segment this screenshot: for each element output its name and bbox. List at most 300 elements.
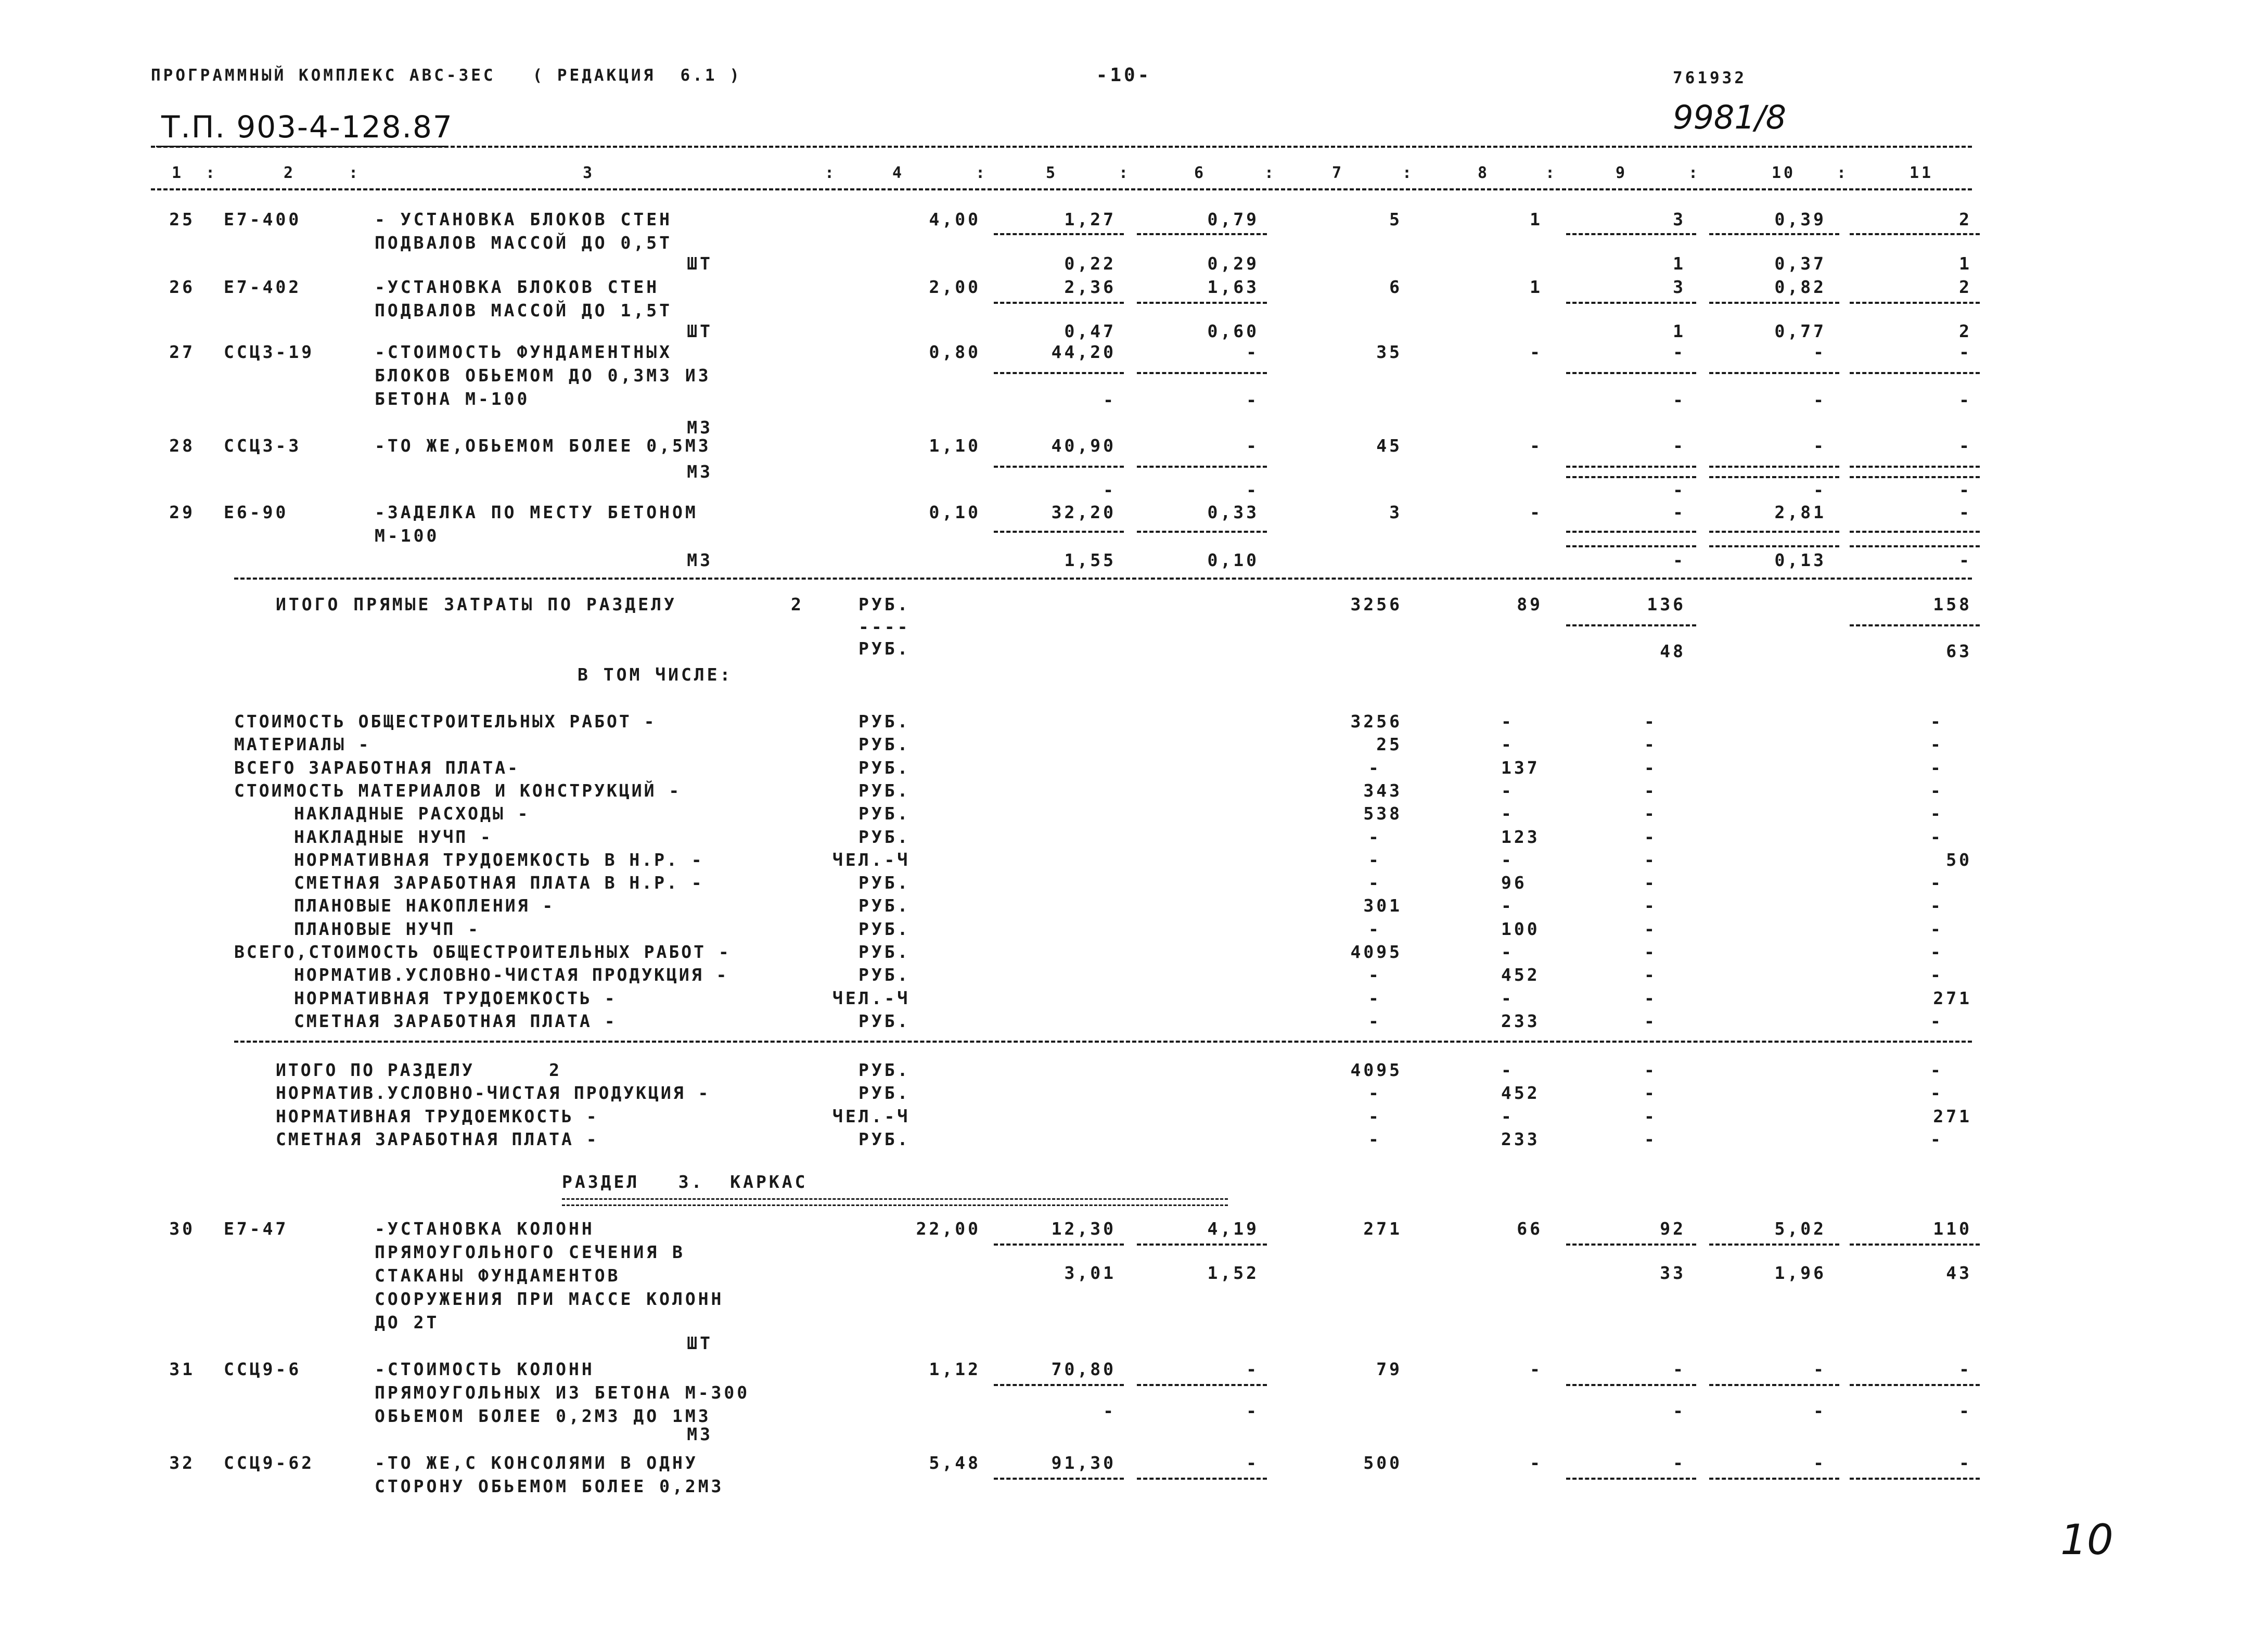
breakdown-unit: РУБ. — [858, 757, 911, 778]
breakdown-col9: - — [1644, 757, 1657, 778]
row-code: ССЦ9-6 — [224, 1359, 302, 1379]
breakdown-cost: - — [1368, 1010, 1381, 1031]
breakdown-cost: - — [1368, 988, 1381, 1008]
row-col9: - — [1673, 342, 1686, 362]
row-unit: ШТ — [687, 253, 713, 274]
row-description: -УСТАНОВКА КОЛОНН — [375, 1219, 595, 1239]
row-col10-b: 0,13 — [1774, 550, 1826, 570]
row-description: СООРУЖЕНИЯ ПРИ МАССЕ КОЛОНН — [375, 1289, 724, 1309]
row-number: 32 — [169, 1453, 195, 1473]
section-total-col9: - — [1644, 1106, 1657, 1126]
section-total-col11: - — [1930, 1129, 1943, 1149]
breakdown-col11: - — [1930, 895, 1943, 916]
total-direct-wages: 89 — [1517, 594, 1543, 614]
breakdown-label: СТОИМОСТЬ ОБЩЕСТРОИТЕЛЬНЫХ РАБОТ - — [234, 711, 657, 732]
breakdown-label: СМЕТНАЯ ЗАРАБОТНАЯ ПЛАТА - — [294, 1010, 617, 1031]
row-sub-rule-c10 — [1709, 466, 1839, 468]
breakdown-unit: РУБ. — [858, 1010, 911, 1031]
row-number: 30 — [169, 1219, 195, 1239]
row-sub-rule-c11 — [1850, 372, 1980, 374]
row-sub-rule-c6 — [1137, 531, 1267, 533]
breakdown-wages: 452 — [1501, 965, 1540, 985]
section-total-unit: РУБ. — [858, 1129, 911, 1149]
row-quantity: 5,48 — [929, 1453, 981, 1473]
row-sub-rule-c6 — [1137, 466, 1267, 468]
row-description: ПРЯМОУГОЛЬНОГО СЕЧЕНИЯ В — [375, 1242, 685, 1262]
row-machine-cost: 0,79 — [1207, 209, 1259, 229]
row-code: ССЦ9-62 — [224, 1453, 315, 1473]
row-sub-rule-c6 — [1137, 1478, 1267, 1480]
row-machine-wages: - — [1246, 1401, 1259, 1421]
row-unit-cost-wages: 1,55 — [1064, 550, 1116, 570]
inventory-number: 9981/8 — [1673, 98, 1787, 136]
breakdown-col11: - — [1930, 780, 1943, 801]
section-rule — [234, 1041, 1972, 1043]
row-col11-b: 43 — [1946, 1263, 1972, 1283]
row-col9: - — [1673, 435, 1686, 456]
row-machine-wages: 0,10 — [1207, 550, 1259, 570]
section-total-label: НОРМАТИВ.УСЛОВНО-ЧИСТАЯ ПРОДУКЦИЯ - — [276, 1083, 711, 1104]
row-sub-rule-c5 — [994, 233, 1124, 235]
row-sub-rule-c5 — [994, 1243, 1124, 1246]
row-machine-cost: 0,33 — [1207, 502, 1259, 522]
breakdown-label: ВСЕГО ЗАРАБОТНАЯ ПЛАТА- — [234, 757, 520, 778]
row-col11: 2 — [1959, 277, 1972, 297]
breakdown-col11: - — [1930, 711, 1943, 732]
column-header: : — [1119, 164, 1131, 182]
row-col11-b: - — [1959, 390, 1972, 410]
breakdown-unit: РУБ. — [858, 942, 911, 962]
breakdown-col9: - — [1644, 942, 1657, 962]
breakdown-col9: - — [1644, 895, 1657, 916]
breakdown-wages: 96 — [1501, 873, 1527, 893]
breakdown-label: НОРМАТИВНАЯ ТРУДОЕМКОСТЬ - — [294, 988, 617, 1008]
row-sub-rule-c6 — [1137, 1384, 1267, 1386]
row-col11-b: - — [1959, 550, 1972, 570]
breakdown-wages: - — [1501, 895, 1514, 916]
row-col9: 3 — [1673, 277, 1686, 297]
row-col10: - — [1813, 1359, 1826, 1379]
row-machine-wages: 0,60 — [1207, 321, 1259, 341]
row-sub-rule-c10 — [1709, 476, 1839, 478]
row-code: Е7-402 — [224, 277, 302, 297]
section-total-col9: - — [1644, 1129, 1657, 1149]
row-unit-cost: 12,30 — [1051, 1219, 1116, 1239]
row-unit: М3 — [687, 461, 713, 482]
row-sub-rule-c11 — [1850, 1243, 1980, 1246]
header-bottom-rule — [151, 188, 1972, 190]
column-header: : — [825, 164, 837, 182]
row-col9: - — [1673, 1453, 1686, 1473]
row-col11: - — [1959, 502, 1972, 522]
section-total-cost: 4095 — [1350, 1060, 1402, 1080]
total-direct-cost: 3256 — [1350, 594, 1402, 614]
breakdown-label: ПЛАНОВЫЕ НАКОПЛЕНИЯ - — [294, 895, 555, 916]
row-col10: 0,82 — [1774, 277, 1826, 297]
row-sub-rule-c10 — [1709, 531, 1839, 533]
breakdown-cost: - — [1368, 918, 1381, 939]
row-description: М-100 — [375, 525, 440, 546]
row-unit-cost: 1,27 — [1064, 209, 1116, 229]
row-description: ДО 2Т — [375, 1312, 440, 1332]
breakdown-col11: - — [1930, 734, 1943, 755]
row-unit: М3 — [687, 417, 713, 438]
breakdown-col11: - — [1930, 757, 1943, 778]
breakdown-wages: - — [1501, 988, 1514, 1008]
breakdown-unit: РУБ. — [858, 734, 911, 755]
row-description: - УСТАНОВКА БЛОКОВ СТЕН — [375, 209, 672, 229]
doc-code: 761932 — [1673, 69, 1747, 87]
breakdown-label: НАКЛАДНЫЕ НУЧП - — [294, 826, 493, 847]
column-header: 10 — [1772, 164, 1796, 182]
breakdown-wages: - — [1501, 849, 1514, 870]
row-machine-wages: - — [1246, 480, 1259, 500]
row-sub-rule-c10 — [1709, 372, 1839, 374]
row-sub-rule-c9 — [1566, 302, 1696, 304]
row-description: СТАКАНЫ ФУНДАМЕНТОВ — [375, 1265, 621, 1286]
column-header: : — [206, 164, 218, 182]
row-col9: 3 — [1673, 209, 1686, 229]
breakdown-cost: - — [1368, 826, 1381, 847]
row-unit-cost-wages: - — [1103, 480, 1116, 500]
row-code: Е7-47 — [224, 1219, 289, 1239]
section-total-unit: ЧЕЛ.-Ч — [832, 1106, 911, 1126]
breakdown-unit: РУБ. — [858, 780, 911, 801]
row-unit-cost-wages: 3,01 — [1064, 1263, 1116, 1283]
row-description: СТОРОНУ ОБЬЕМОМ БОЛЕЕ 0,2М3 — [375, 1476, 724, 1496]
row-sub-rule-c9 — [1566, 233, 1696, 235]
row-sub-rule-c10 — [1709, 1384, 1839, 1386]
row-machine-cost: - — [1246, 342, 1259, 362]
row-col9-b: 33 — [1660, 1263, 1686, 1283]
row-unit: М3 — [687, 1424, 713, 1444]
breakdown-col9: - — [1644, 873, 1657, 893]
row-col10-b: - — [1813, 1401, 1826, 1421]
breakdown-cost: - — [1368, 873, 1381, 893]
row-unit-cost: 44,20 — [1051, 342, 1116, 362]
row-description: -СТОИМОСТЬ ФУНДАМЕНТНЫХ — [375, 342, 672, 362]
breakdown-label: НАКЛАДНЫЕ РАСХОДЫ - — [294, 803, 530, 824]
row-sub-rule-c11 — [1850, 531, 1980, 533]
row-sub-rule-c6 — [1137, 302, 1267, 304]
section-total-cost: - — [1368, 1129, 1381, 1149]
row-sub-rule-c5 — [994, 302, 1124, 304]
breakdown-col11: - — [1930, 1010, 1943, 1031]
breakdown-unit: РУБ. — [858, 873, 911, 893]
row-sub-rule-c5 — [994, 1478, 1124, 1480]
row-wages: - — [1530, 502, 1543, 522]
row-sub-rule-c9 — [1566, 1243, 1696, 1246]
row-machine-wages: 0,29 — [1207, 253, 1259, 274]
row-total-cost: 45 — [1376, 435, 1402, 456]
row-unit-cost: 32,20 — [1051, 502, 1116, 522]
row-col10: - — [1813, 435, 1826, 456]
breakdown-label: НОРМАТИВ.УСЛОВНО-ЧИСТАЯ ПРОДУКЦИЯ - — [294, 965, 729, 985]
row-code: ССЦ3-3 — [224, 435, 302, 456]
breakdown-unit: РУБ. — [858, 803, 911, 824]
column-header: : — [1264, 164, 1277, 182]
row-quantity: 1,10 — [929, 435, 981, 456]
row-col10-b: - — [1813, 390, 1826, 410]
row-machine-cost: 4,19 — [1207, 1219, 1259, 1239]
breakdown-col11: - — [1930, 873, 1943, 893]
row-sub-rule-c6 — [1137, 1243, 1267, 1246]
row-col9-b: - — [1673, 480, 1686, 500]
row-col10-b: 0,77 — [1774, 321, 1826, 341]
row-col11-b: 1 — [1959, 253, 1972, 274]
column-header: 1 — [172, 164, 184, 182]
breakdown-unit: ЧЕЛ.-Ч — [832, 849, 911, 870]
row-unit: ШТ — [687, 321, 713, 341]
row-description: ОБЬЕМОМ БОЛЕЕ 0,2М3 ДО 1М3 — [375, 1406, 711, 1426]
row-number: 31 — [169, 1359, 195, 1379]
row-sub-rule-c11 — [1850, 302, 1980, 304]
row-col9-b: 1 — [1673, 321, 1686, 341]
total-direct-unit: РУБ. — [858, 594, 911, 614]
row-quantity: 0,10 — [929, 502, 981, 522]
row-col9-b: 1 — [1673, 253, 1686, 274]
row-total-cost: 5 — [1389, 209, 1402, 229]
row-sub-rule-c10 — [1709, 1478, 1839, 1480]
section-total-col11: 271 — [1933, 1106, 1972, 1126]
total-sub-rule-c11 — [1850, 624, 1980, 626]
row-col9-b: - — [1673, 390, 1686, 410]
breakdown-wages: 100 — [1501, 918, 1540, 939]
breakdown-cost: 3256 — [1350, 711, 1402, 732]
breakdown-col9: - — [1644, 1010, 1657, 1031]
row-col10: 2,81 — [1774, 502, 1826, 522]
row-description: ПОДВАЛОВ МАССОЙ ДО 0,5Т — [375, 233, 672, 253]
row-number: 25 — [169, 209, 195, 229]
section-total-wages: - — [1501, 1060, 1514, 1080]
row-quantity: 4,00 — [929, 209, 981, 229]
row-machine-cost: - — [1246, 1453, 1259, 1473]
row-col11: 2 — [1959, 209, 1972, 229]
row-wages: - — [1530, 1359, 1543, 1379]
page-number: 10 — [2060, 1516, 2113, 1564]
section-total-col11: - — [1930, 1060, 1943, 1080]
section-total-unit: РУБ. — [858, 1060, 911, 1080]
row-sub-rule-c11 — [1850, 476, 1980, 478]
total-direct-col9-b: 48 — [1660, 641, 1686, 661]
row-number: 27 — [169, 342, 195, 362]
breakdown-col9: - — [1644, 803, 1657, 824]
breakdown-label: ПЛАНОВЫЕ НУЧП - — [294, 918, 481, 939]
row-sub-rule-c9 — [1566, 466, 1696, 468]
row-wages: 66 — [1517, 1219, 1543, 1239]
breakdown-wages: - — [1501, 711, 1514, 732]
breakdown-cost: 343 — [1363, 780, 1402, 801]
row-col10: - — [1813, 1453, 1826, 1473]
row-sub-rule-c9 — [1566, 476, 1696, 478]
breakdown-cost: 538 — [1363, 803, 1402, 824]
breakdown-col11: - — [1930, 826, 1943, 847]
breakdown-cost: 25 — [1376, 734, 1402, 755]
row-quantity: 2,00 — [929, 277, 981, 297]
section-3-double-rule — [562, 1198, 1228, 1206]
row-col9: - — [1673, 502, 1686, 522]
section-total-label: СМЕТНАЯ ЗАРАБОТНАЯ ПЛАТА - — [276, 1129, 599, 1149]
section-total-unit: РУБ. — [858, 1083, 911, 1104]
row-sub-rule-c10 — [1709, 233, 1839, 235]
row-sub-rule-c9 — [1566, 372, 1696, 374]
row-sub-rule-c9 — [1566, 545, 1696, 547]
section-total-wages: - — [1501, 1106, 1514, 1126]
row-sub-rule-c11 — [1850, 545, 1980, 547]
row-total-cost: 79 — [1376, 1359, 1402, 1379]
row-code: Е6-90 — [224, 502, 289, 522]
row-wages: - — [1530, 1453, 1543, 1473]
row-total-cost: 35 — [1376, 342, 1402, 362]
row-sub-rule-c11 — [1850, 1384, 1980, 1386]
column-header: : — [976, 164, 988, 182]
row-unit-cost-wages: - — [1103, 1401, 1116, 1421]
row-col10: 5,02 — [1774, 1219, 1826, 1239]
column-header: : — [1545, 164, 1558, 182]
row-quantity: 0,80 — [929, 342, 981, 362]
row-col9-b: - — [1673, 1401, 1686, 1421]
row-col11-b: - — [1959, 1401, 1972, 1421]
breakdown-col11: 50 — [1946, 849, 1972, 870]
column-header: : — [1837, 164, 1849, 182]
breakdown-col11: 271 — [1933, 988, 1972, 1008]
row-description: -УСТАНОВКА БЛОКОВ СТЕН — [375, 277, 660, 297]
row-sub-rule-c10 — [1709, 302, 1839, 304]
breakdown-label: СТОИМОСТЬ МАТЕРИАЛОВ И КОНСТРУКЦИЙ - — [234, 780, 682, 801]
column-header: 9 — [1616, 164, 1628, 182]
row-quantity: 22,00 — [916, 1219, 981, 1239]
breakdown-col11: - — [1930, 965, 1943, 985]
row-description: БЕТОНА М-100 — [375, 389, 530, 409]
breakdown-col11: - — [1930, 803, 1943, 824]
section-rule — [234, 578, 1972, 580]
breakdown-col9: - — [1644, 780, 1657, 801]
row-col11-b: 2 — [1959, 321, 1972, 341]
row-sub-rule-c9 — [1566, 531, 1696, 533]
row-number: 28 — [169, 435, 195, 456]
row-sub-rule-c6 — [1137, 233, 1267, 235]
breakdown-col9: - — [1644, 734, 1657, 755]
program-header: ПРОГРАММНЫЙ КОМПЛЕКС АВС-3ЕС ( РЕДАКЦИЯ 6.1 ) — [151, 66, 742, 85]
breakdown-col9: - — [1644, 826, 1657, 847]
row-machine-wages: 1,52 — [1207, 1263, 1259, 1283]
total-direct-unit-dash: ---- — [858, 617, 911, 637]
row-sub-rule-c10 — [1709, 545, 1839, 547]
total-direct-label: ИТОГО ПРЯМЫЕ ЗАТРАТЫ ПО РАЗДЕЛУ — [276, 594, 677, 614]
row-col11-b: - — [1959, 480, 1972, 500]
breakdown-col11: - — [1930, 942, 1943, 962]
row-col10-b: - — [1813, 480, 1826, 500]
row-sub-rule-c9 — [1566, 1478, 1696, 1480]
row-col11: 110 — [1933, 1219, 1972, 1239]
section-total-cost: - — [1368, 1083, 1381, 1104]
row-number: 26 — [169, 277, 195, 297]
row-col11: - — [1959, 1453, 1972, 1473]
row-col10-b: 1,96 — [1774, 1263, 1826, 1283]
row-sub-rule-c11 — [1850, 466, 1980, 468]
row-description: -ЗАДЕЛКА ПО МЕСТУ БЕТОНОМ — [375, 502, 698, 522]
row-col9-b: - — [1673, 550, 1686, 570]
row-total-cost: 500 — [1363, 1453, 1402, 1473]
row-total-cost: 6 — [1389, 277, 1402, 297]
breakdown-wages: 137 — [1501, 757, 1540, 778]
breakdown-label: ВСЕГО,СТОИМОСТЬ ОБЩЕСТРОИТЕЛЬНЫХ РАБОТ - — [234, 942, 731, 962]
row-quantity: 1,12 — [929, 1359, 981, 1379]
in-total-label: В ТОМ ЧИСЛЕ: — [578, 664, 733, 685]
row-sub-rule-c5 — [994, 531, 1124, 533]
breakdown-unit: РУБ. — [858, 711, 911, 732]
column-header: 8 — [1478, 164, 1490, 182]
breakdown-label: НОРМАТИВНАЯ ТРУДОЕМКОСТЬ В Н.Р. - — [294, 849, 704, 870]
total-direct-col11: 158 — [1933, 594, 1972, 614]
row-description: -ТО ЖЕ,ОБЬЕМОМ БОЛЕЕ 0,5М3 — [375, 435, 711, 456]
row-unit-cost: 2,36 — [1064, 277, 1116, 297]
column-header: 4 — [892, 164, 905, 182]
breakdown-cost: 301 — [1363, 895, 1402, 916]
row-col10: - — [1813, 342, 1826, 362]
row-sub-rule-c5 — [994, 1384, 1124, 1386]
row-unit: ШТ — [687, 1333, 713, 1353]
breakdown-wages: - — [1501, 734, 1514, 755]
row-description: ПРЯМОУГОЛЬНЫХ ИЗ БЕТОНА М-300 — [375, 1382, 750, 1403]
row-unit-cost-wages: 0,22 — [1064, 253, 1116, 274]
column-header: 5 — [1046, 164, 1058, 182]
breakdown-wages: - — [1501, 942, 1514, 962]
row-machine-cost: 1,63 — [1207, 277, 1259, 297]
breakdown-unit: РУБ. — [858, 965, 911, 985]
page-marker: -10- — [1096, 65, 1152, 86]
row-code: ССЦ3-19 — [224, 342, 315, 362]
column-header: 2 — [284, 164, 296, 182]
row-description: БЛОКОВ ОБЬЕМОМ ДО 0,3М3 ИЗ — [375, 365, 711, 386]
row-sub-rule-c11 — [1850, 1478, 1980, 1480]
row-unit-cost-wages: - — [1103, 390, 1116, 410]
section-total-cost: - — [1368, 1106, 1381, 1126]
row-unit-cost: 40,90 — [1051, 435, 1116, 456]
row-col11: - — [1959, 342, 1972, 362]
breakdown-cost: - — [1368, 849, 1381, 870]
total-direct-col11-b: 63 — [1946, 641, 1972, 661]
project-number: Т.П. 903-4-128.87 — [161, 109, 453, 145]
row-description: -ТО ЖЕ,С КОНСОЛЯМИ В ОДНУ — [375, 1453, 698, 1473]
row-sub-rule-c5 — [994, 372, 1124, 374]
table-top-rule — [151, 146, 1972, 148]
row-sub-rule-c10 — [1709, 1243, 1839, 1246]
column-header: : — [349, 164, 361, 182]
row-total-cost: 3 — [1389, 502, 1402, 522]
breakdown-label: СМЕТНАЯ ЗАРАБОТНАЯ ПЛАТА В Н.Р. - — [294, 873, 704, 893]
breakdown-unit: РУБ. — [858, 918, 911, 939]
row-col10: 0,39 — [1774, 209, 1826, 229]
row-unit-cost-wages: 0,47 — [1064, 321, 1116, 341]
breakdown-wages: 123 — [1501, 826, 1540, 847]
breakdown-col9: - — [1644, 965, 1657, 985]
row-description: ПОДВАЛОВ МАССОЙ ДО 1,5Т — [375, 300, 672, 320]
row-col11: - — [1959, 435, 1972, 456]
section-total-label: ИТОГО ПО РАЗДЕЛУ 2 — [276, 1060, 561, 1080]
row-number: 29 — [169, 502, 195, 522]
row-machine-wages: - — [1246, 390, 1259, 410]
row-description: -СТОИМОСТЬ КОЛОНН — [375, 1359, 595, 1379]
breakdown-col9: - — [1644, 849, 1657, 870]
total-direct-col9: 136 — [1647, 594, 1686, 614]
breakdown-col9: - — [1644, 711, 1657, 732]
row-col9: - — [1673, 1359, 1686, 1379]
breakdown-label: МАТЕРИАЛЫ - — [234, 734, 371, 755]
section-total-col9: - — [1644, 1060, 1657, 1080]
row-sub-rule-c11 — [1850, 233, 1980, 235]
section-total-label: НОРМАТИВНАЯ ТРУДОЕМКОСТЬ - — [276, 1106, 599, 1126]
